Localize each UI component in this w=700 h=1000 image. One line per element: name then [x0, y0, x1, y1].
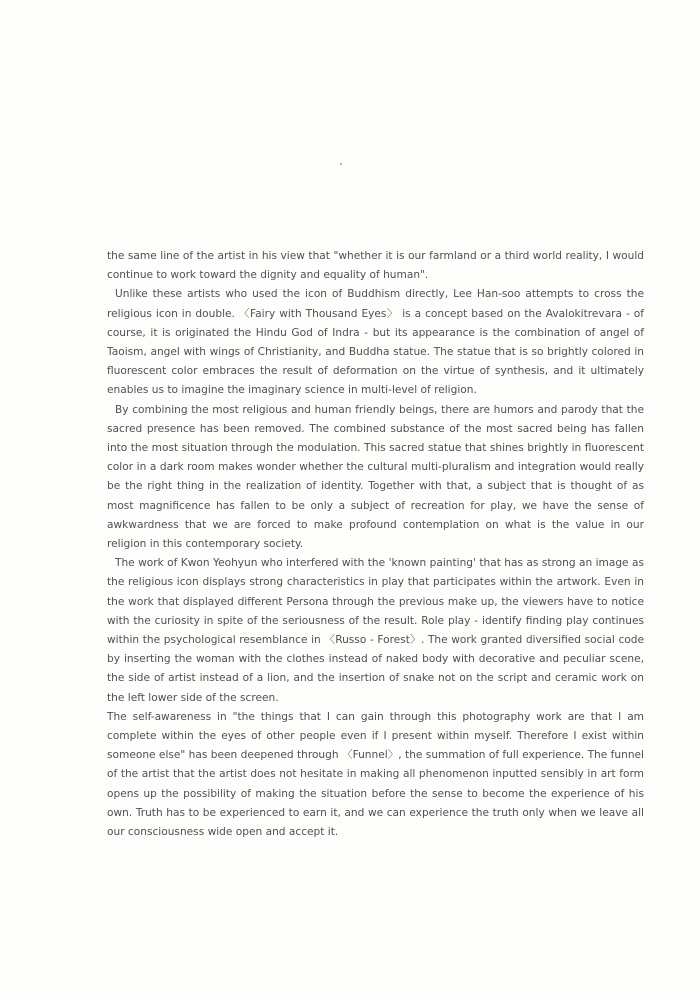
paragraph-sacred-presence: By combining the most religious and human friendly beings, there are humors and parody that the sacred presence has been removed. The combined substance of the most sacred being has fallen into the most situation through the modulation. This sacred statue that shines brightly in fluorescent color in a dark room makes wonder whether the cultural multi-pluralism and integration would really be the right thing in the realization of identity. Together with that, a subject that is thought of as most magnificence has fallen to be only a subject of recreation for play, we have the sense of awkwardness that we are forced to make profound contemplation on what is the value in our religion in this contemporary society. — [107, 403, 644, 551]
scan-speck — [340, 163, 342, 165]
body-text — [107, 247, 644, 842]
paragraph-self-awareness: The self-awareness in "the things that I can gain through this photography work are that I am complete within the eyes of other people even if I present within myself. Therefore I exist within someone else" has been deepened through 〈Funnel〉, the summation of full experience. The funnel of the artist that the artist does not hesitate in making all phenomenon inputted sensibly in art form opens up the possibility of making the situation before the sense to become the experience of his own. Truth has to be experienced to earn it, and we can experience the truth only when we leave all our consciousness wide open and accept it. — [107, 710, 644, 839]
paragraph-kwon-yeohyun: The work of Kwon Yeohyun who interfered with the 'known painting' that has as strong an image as the religious icon displays strong characteristics in play that participates within the artwork. Even in the work that displayed different Persona through the previous make up, the viewers have to notice with the curiosity in spite of the seriousness of the result. Role play - identify finding play continues within the psychological resemblance in 〈Russo - Forest〉. The work granted diversified social code by inserting the woman with the clothes instead of naked body with decorative and peculiar scene, the side of artist instead of a lion, and the insertion of snake not on the script and ceramic work on the left lower side of the screen. — [107, 557, 644, 704]
paragraph-continuation: the same line of the artist in his view that "whether it is our farmland or a third world reality, I would continue to work toward the dignity and equality of human". — [107, 250, 644, 282]
paragraph-lee-han-soo: Unlike these artists who used the icon of Buddhism directly, Lee Han-soo attempts to cross the religious icon in double. 〈Fairy with Thousand Eyes〉 is a concept based on the Avalokitrevara - of course, it is originated the Hindu God of Indra - but its appearance is the combination of angel of Taoism, angel with wings of Christianity, and Buddha statue. The statue that is so brightly colored in fluorescent color embraces the result of deformation on the virtue of synthesis, and it ultimately enables us to imagine the imaginary science in multi-level of religion. — [107, 288, 644, 397]
